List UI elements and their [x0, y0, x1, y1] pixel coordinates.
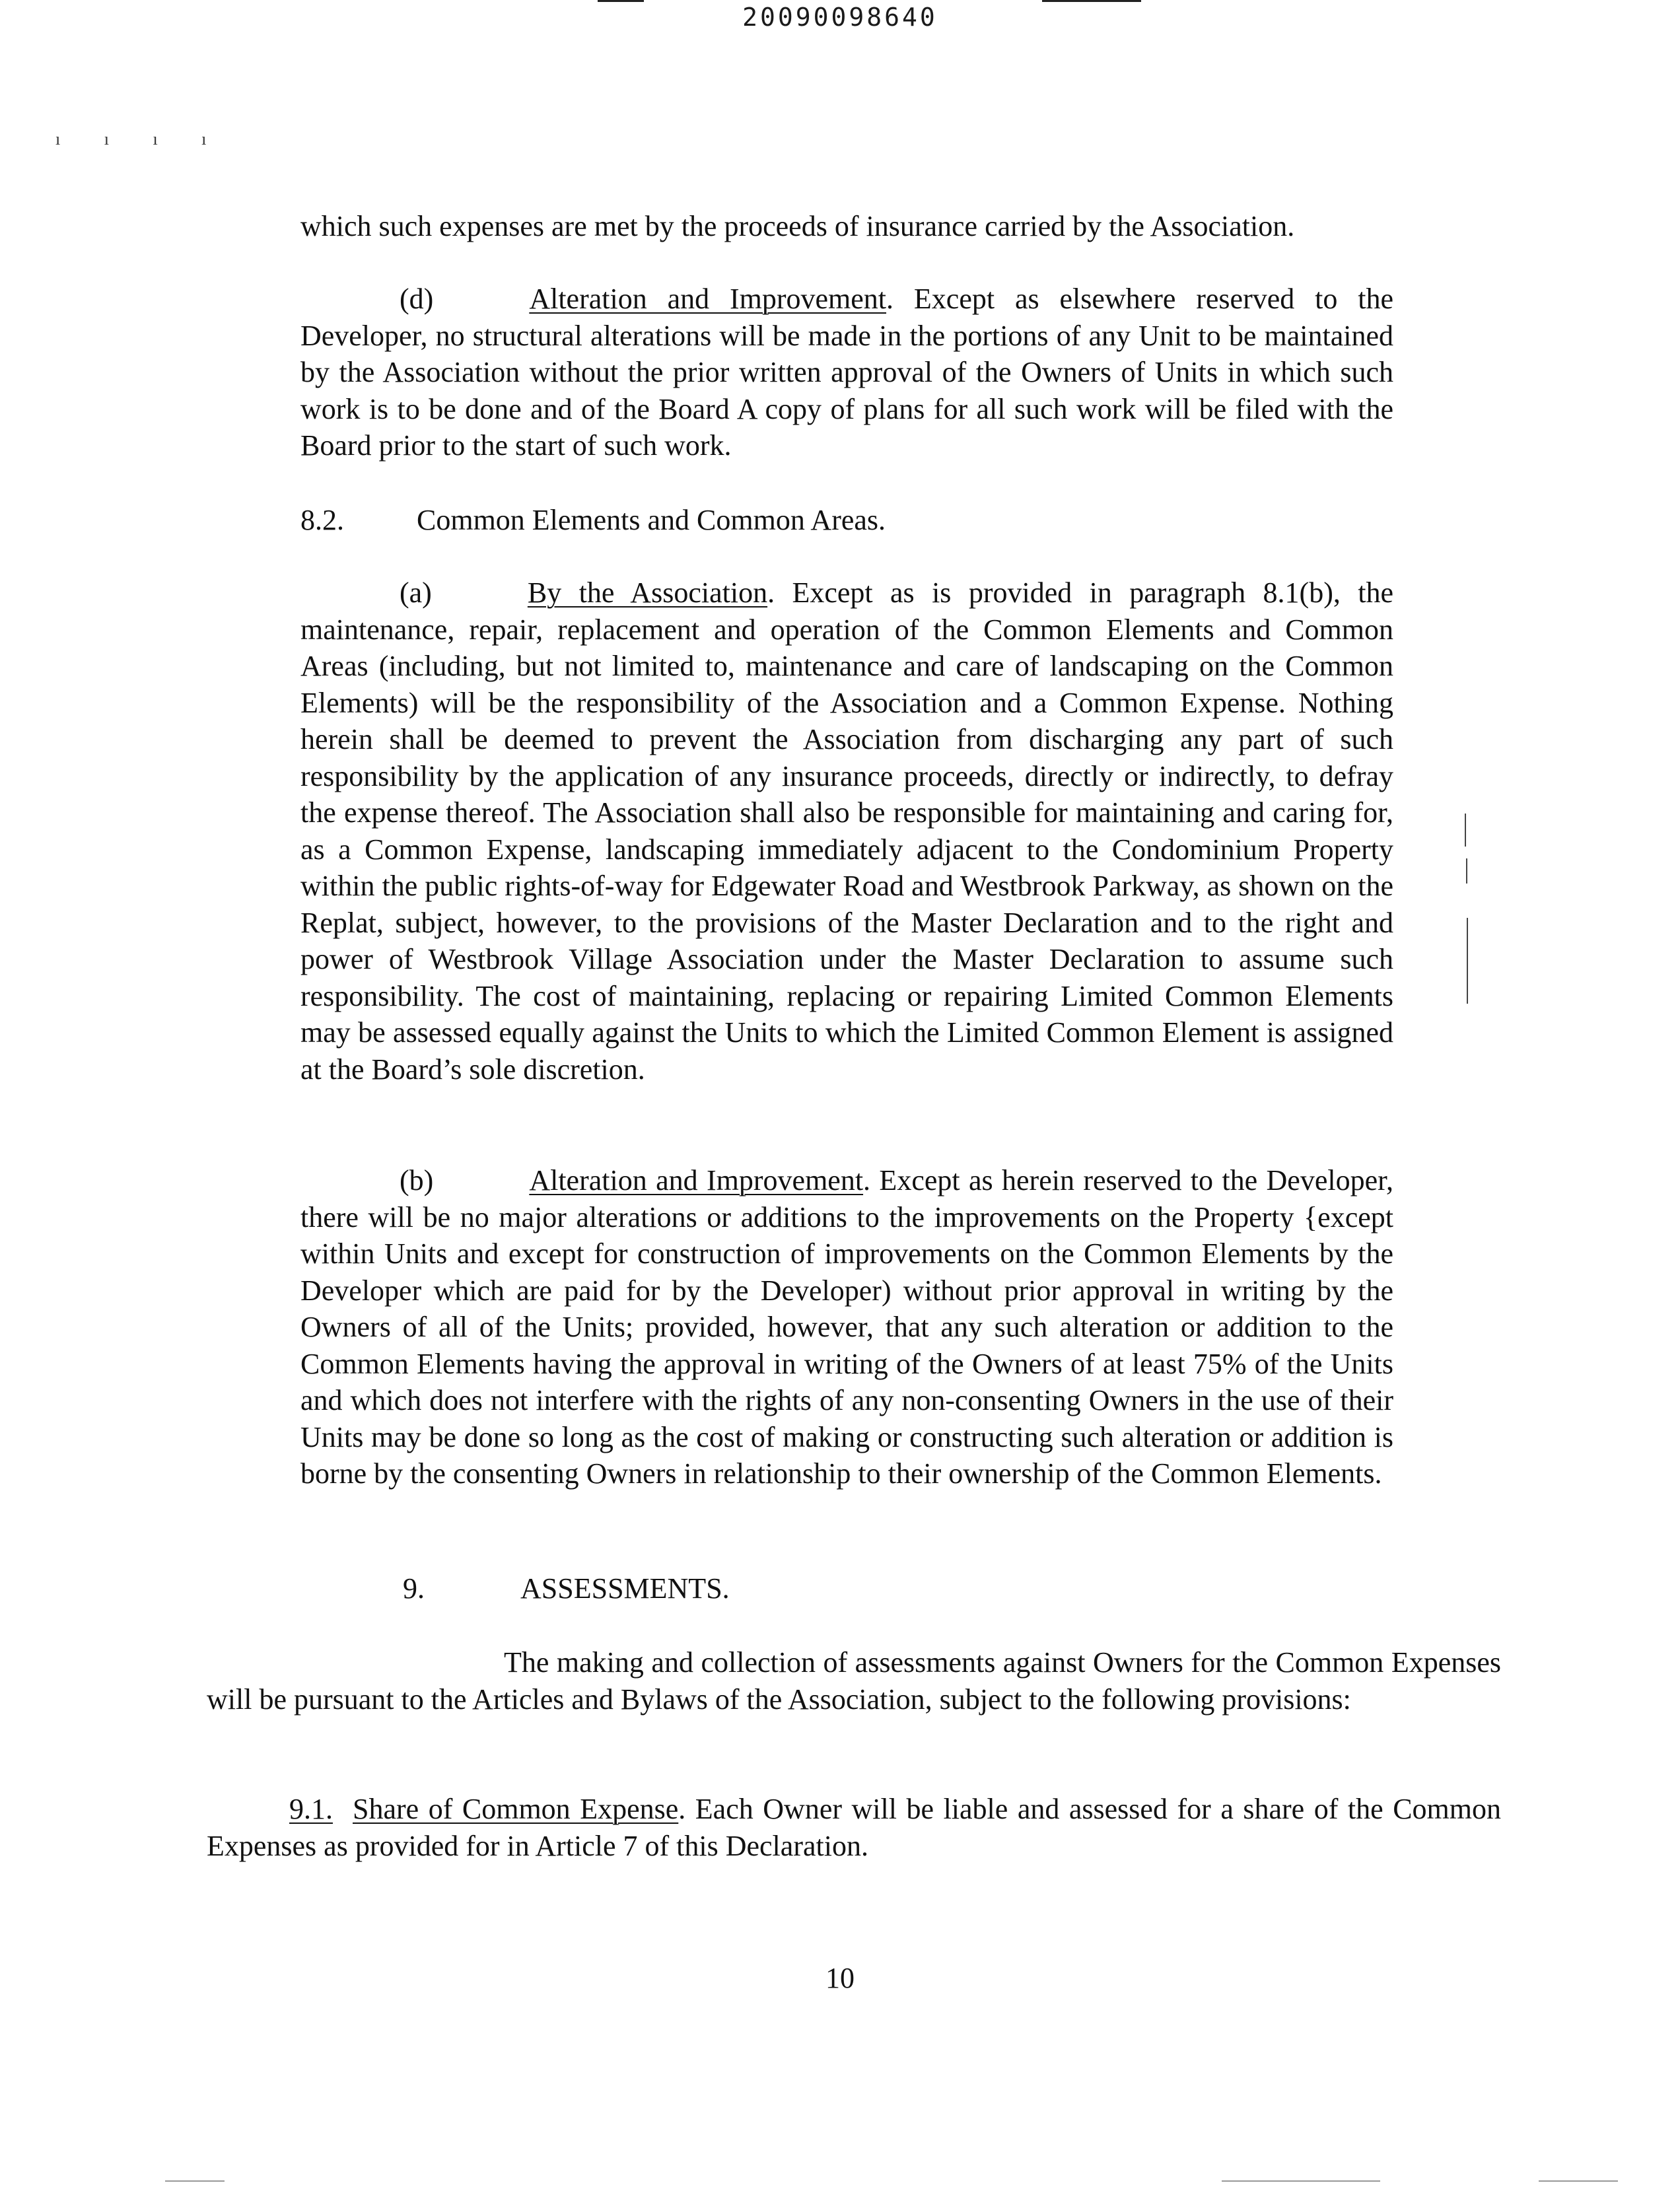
paragraph-8-2-a: [300, 574, 1393, 1088]
section-title: Common Elements and Common Areas: [417, 504, 879, 536]
paragraph-continuation: which such expenses are met by the proceeds of insurance carried by the Association.: [300, 210, 1295, 242]
margin-mark: [1467, 918, 1468, 1004]
page-number: 10: [825, 1962, 855, 1994]
clause-label: (a): [400, 576, 432, 609]
section-heading-8-2: 8.2. Common Elements and Common Areas.: [300, 504, 886, 536]
paragraph-8-1-d: [300, 281, 1393, 464]
clause-body: . Each Owner will be liable and assessed for a share of the Common Expenses as provided for in Article 7 of this Declaration.: [207, 1793, 1501, 1862]
footer-artifact: [165, 2180, 225, 2182]
section-title: ASSESSMENTS: [520, 1572, 722, 1605]
footer-artifact: [1539, 2180, 1618, 2182]
clause-body: . Except as elsewhere reserved to the Developer, no structural alterations will be made in the portions of any Unit to be maintained by the Association without the prior written approval of the Owners of Units in which such work is to be done and of the Board A copy of plans for all such work will be filed with the Board prior to the start of such work.: [300, 283, 1394, 462]
clause-title: Alteration and Improvement: [529, 1164, 864, 1197]
section-number: 9.: [403, 1572, 425, 1605]
clause-body: . Except as is provided in paragraph 8.1(b), the maintenance, repair, replacement and operation of the Common Elements and Common Areas (including, but not limited to, maintenance and care of landscaping on the Common Elements) will be the responsibility of the Association and a Common Expense. Nothing herein shall be deemed to prevent the Association from discharging any part of such responsibility by the application of any insurance proceeds, directly or indirectly, to defray the expense thereof. The Association shall also be responsible for maintaining and caring for, as a Common Expense, landscaping immediately adjacent to the Condominium Property within the public rights-of-way for Edgewater Road and Westbrook Parkway, as shown on the Replat, subject, however, to the provisions of the Master Declaration and to the right and power of Westbrook Village Association under the Master Declaration to assume such responsibility. The cost of maintaining, replacing or repairing Limited Common Elements may be assessed equally against the Units to which the Limited Common Element is assigned at the Board’s sole discretion.: [300, 576, 1393, 1086]
clause-label: (d): [400, 283, 434, 315]
clause-title: Alteration and Improvement: [529, 283, 887, 315]
clause-body: . Except as herein reserved to the Developer, there will be no major alterations or additions to the improvements on the Property {except within Units and except for construction of improvements on the Common Elements by the Developer which are paid for by the Developer) without prior approval in writing by the Owners of all of the Units; provided, however, that any such alteration or addition to the Common Elements having the approval in writing of the Owners of at least 75% of the Units and which does not interfere with the rights of any non-consenting Owners in the use of their Units may be done so long as the cost of making or constructing such alteration or addition is borne by the consenting Owners in relationship to their ownership of the Common Elements.: [300, 1164, 1393, 1490]
section-heading-9: 9. ASSESSMENTS.: [403, 1572, 730, 1605]
document-number: 20090098640: [742, 3, 938, 32]
clause-title: Share of Common Expense: [353, 1793, 679, 1825]
scan-artifact-marks: ı ı ı ı: [55, 129, 227, 149]
margin-mark: [1466, 858, 1467, 884]
header-rule-left: [598, 0, 644, 2]
paragraph-9-1: [207, 1791, 1501, 1864]
header-rule-right: [1042, 0, 1141, 2]
section-number: 8.2.: [300, 504, 344, 536]
clause-label: (b): [400, 1164, 434, 1197]
clause-title: By the Association: [527, 576, 768, 609]
margin-mark: [1465, 814, 1466, 847]
footer-artifact: [1222, 2180, 1380, 2182]
paragraph-9-intro: The making and collection of assessments against Owners for the Common Expenses will be pursuant to the Articles and Bylaws of the Association, subject to the following provisions:: [207, 1646, 1501, 1716]
paragraph-8-2-b: [300, 1162, 1393, 1492]
section-number: 9.1.: [289, 1793, 333, 1825]
